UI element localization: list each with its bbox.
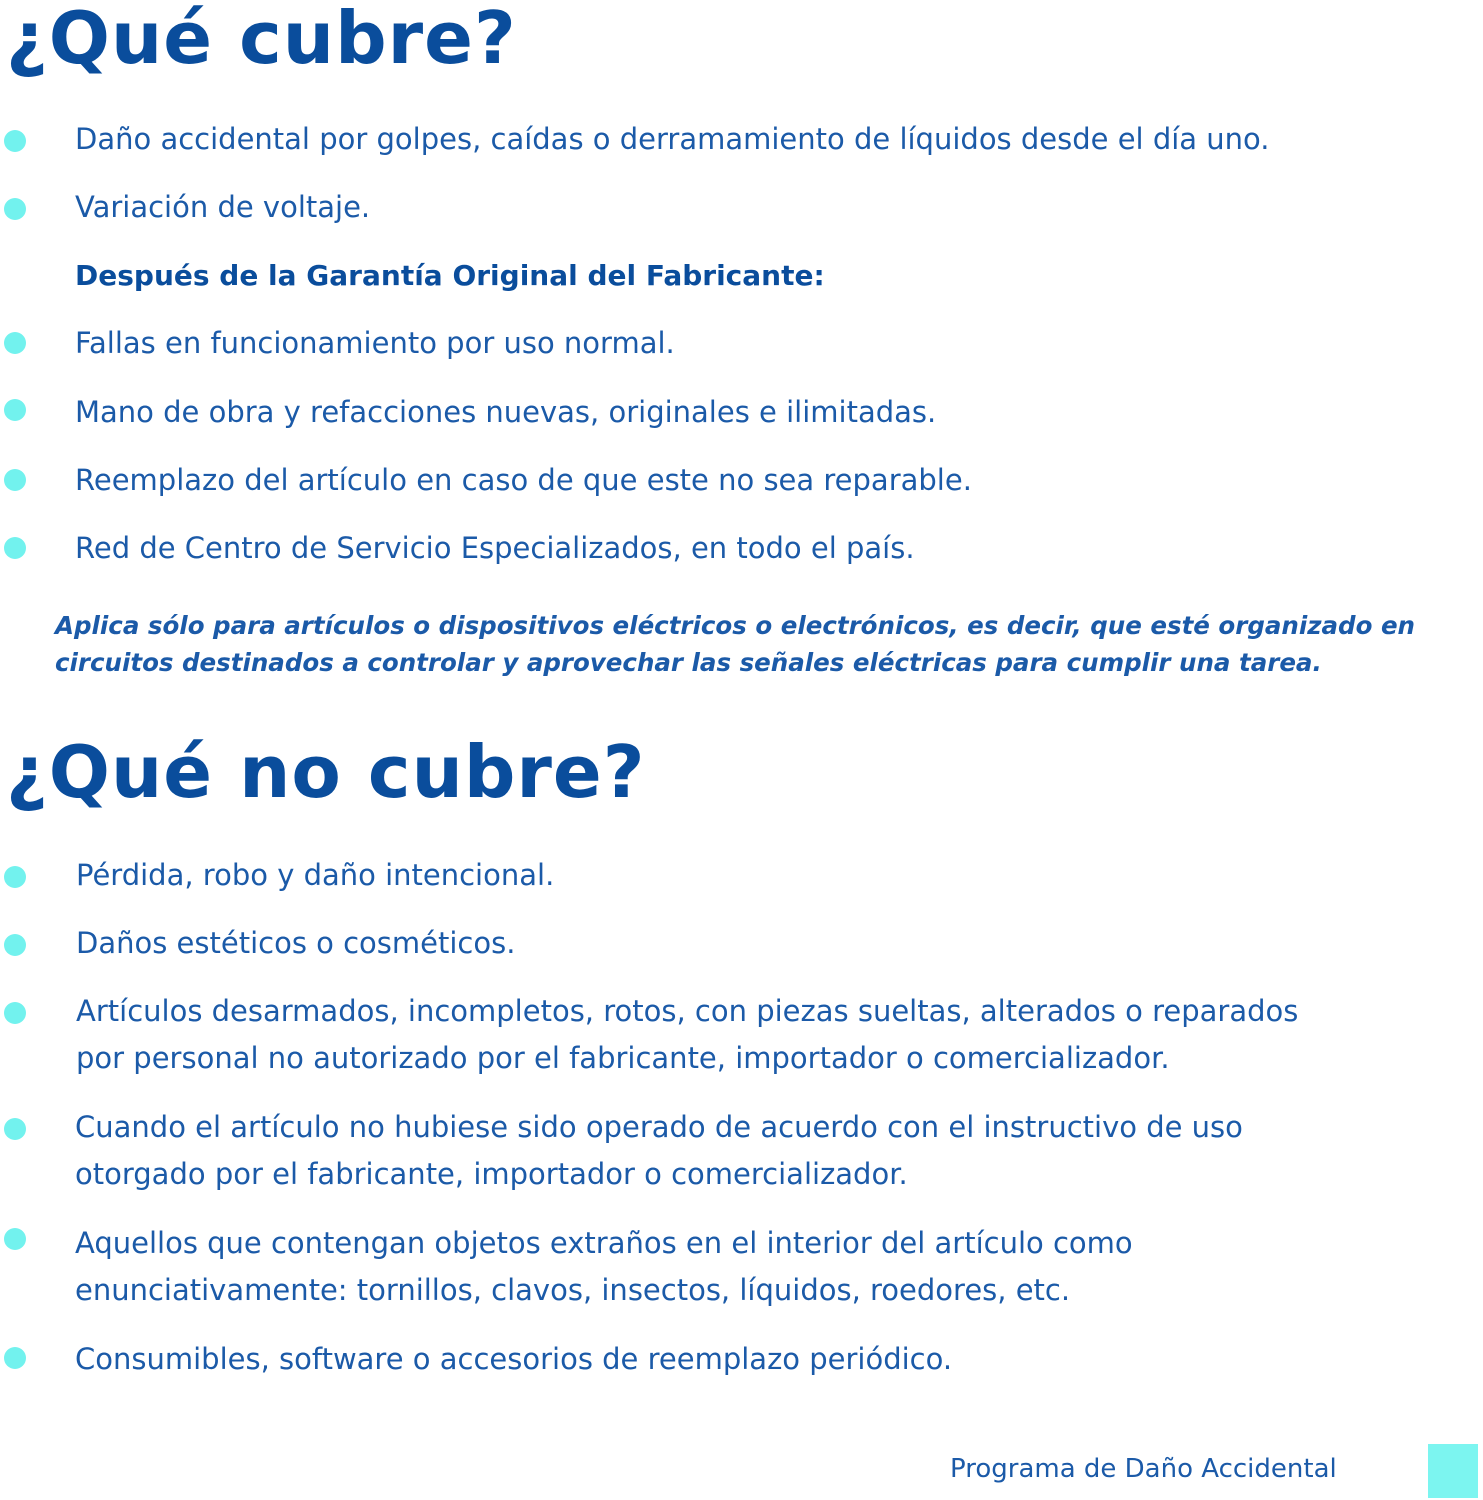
list-item-text: Reemplazo del artículo en caso de que este no sea reparable. — [75, 463, 972, 497]
bullet-icon — [4, 399, 26, 421]
note-line: circuitos destinados a controlar y aprovechar las señales eléctricas para cumplir una tarea. — [55, 648, 1322, 677]
list-item-text: Variación de voltaje. — [75, 190, 371, 224]
bullet-icon — [4, 537, 26, 559]
list-item-text: Cuando el artículo no hubiese sido operado de acuerdo con el instructivo de uso — [75, 1110, 1243, 1144]
list-item-text: Daños estéticos o cosméticos. — [76, 926, 516, 960]
note-line: Aplica sólo para artículos o dispositivos eléctricos o electrónicos, es decir, que esté organizado en — [55, 611, 1416, 640]
bullet-icon — [4, 1347, 26, 1369]
accent-square — [1428, 1444, 1478, 1498]
list-item-text: Artículos desarmados, incompletos, rotos, con piezas sueltas, alterados o reparados — [76, 994, 1299, 1028]
list-item-text: Fallas en funcionamiento por uso normal. — [75, 326, 675, 360]
list-item-text: Mano de obra y refacciones nuevas, originales e ilimitadas. — [75, 395, 937, 429]
list-item-text: por personal no autorizado por el fabricante, importador o comercializador. — [76, 1041, 1170, 1075]
bullet-icon — [4, 866, 26, 888]
applicability-note — [55, 607, 1455, 681]
bullet-icon — [4, 198, 26, 220]
warranty-subheading: Después de la Garantía Original del Fabricante: — [75, 259, 825, 292]
bullet-icon — [4, 469, 26, 491]
bullet-icon — [4, 332, 26, 354]
list-item-text: Red de Centro de Servicio Especializados, en todo el país. — [75, 531, 915, 565]
bullet-icon — [4, 934, 26, 956]
bullet-icon — [4, 130, 26, 152]
list-item-text: Pérdida, robo y daño intencional. — [76, 858, 555, 892]
list-item-text: enunciativamente: tornillos, clavos, insectos, líquidos, roedores, etc. — [75, 1273, 1071, 1307]
bullet-icon — [4, 1228, 26, 1250]
covered-heading: ¿Qué cubre? — [6, 0, 517, 80]
bullet-icon — [4, 1118, 26, 1140]
program-label: Programa de Daño Accidental — [950, 1454, 1337, 1484]
bullet-icon — [4, 1002, 26, 1024]
list-item-text: otorgado por el fabricante, importador o comercializador. — [75, 1157, 908, 1191]
list-item-text: Aquellos que contengan objetos extraños en el interior del artículo como — [75, 1226, 1133, 1260]
list-item-text: Daño accidental por golpes, caídas o derramamiento de líquidos desde el día uno. — [75, 122, 1270, 156]
not-covered-heading: ¿Qué no cubre? — [6, 730, 646, 814]
list-item-text: Consumibles, software o accesorios de reemplazo periódico. — [75, 1342, 953, 1376]
